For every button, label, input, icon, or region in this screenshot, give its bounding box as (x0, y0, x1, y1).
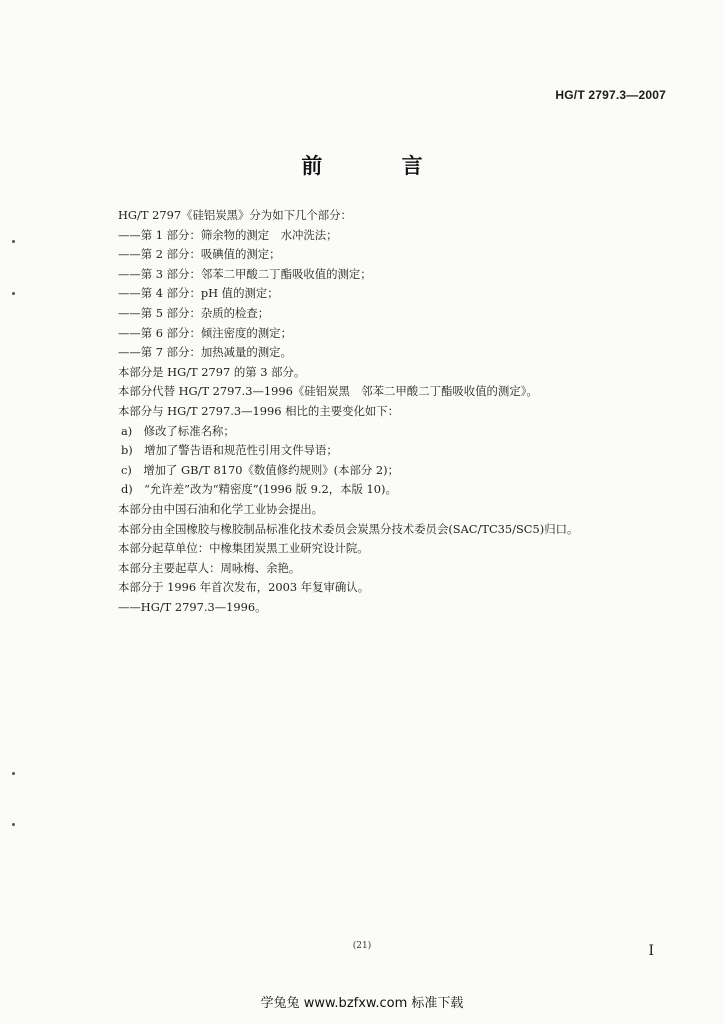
body-line: 本部分是 HG/T 2797 的第 3 部分。 (118, 364, 306, 379)
scan-speck (12, 292, 15, 295)
body-line: ——第 1 部分：筛余物的测定 水冲洗法； (118, 227, 338, 242)
body-line: a) 修改了标准名称； (121, 423, 235, 438)
preface-body (118, 206, 678, 617)
body-line: ——第 7 部分：加热减量的测定。 (118, 345, 292, 360)
body-line: d) “允许差”改为“精密度”(1996 版 9.2，本版 10)。 (121, 482, 397, 497)
body-line: 本部分起草单位：中橡集团炭黑工业研究设计院。 (118, 541, 369, 556)
standard-code: HG/T 2797.3—2007 (555, 88, 666, 102)
body-line: 本部分代替 HG/T 2797.3—1996《硅铝炭黑 邻苯二甲酸二丁酯吸收值的测定》。 (118, 384, 538, 399)
scan-speck (12, 772, 15, 775)
body-line: ——第 4 部分：pH 值的测定； (118, 286, 279, 301)
body-line: 本部分由全国橡胶与橡胶制品标准化技术委员会炭黑分技术委员会(SAC/TC35/SC5)归口。 (118, 521, 579, 536)
scan-speck (12, 823, 15, 826)
body-line: c) 增加了 GB/T 8170《数值修约规则》(本部分 2)； (121, 462, 399, 477)
body-line: 本部分与 HG/T 2797.3—1996 相比的主要变化如下： (118, 403, 400, 418)
body-line: b) 增加了警告语和规范性引用文件导语； (121, 443, 338, 458)
scan-speck (12, 240, 15, 243)
body-line: 本部分于 1996 年首次发布，2003 年复审确认。 (118, 580, 370, 595)
body-line: 本部分由中国石油和化学工业协会提出。 (118, 501, 324, 516)
body-line: HG/T 2797《硅铝炭黑》分为如下几个部分： (118, 208, 352, 222)
body-line: ——HG/T 2797.3—1996。 (118, 599, 267, 614)
body-line: ——第 5 部分：杂质的检查； (118, 305, 270, 320)
body-line: ——第 3 部分：邻苯二甲酸二丁酯吸收值的测定； (118, 266, 372, 281)
body-line: ——第 6 部分：倾注密度的测定； (118, 325, 292, 340)
body-line: ——第 2 部分：吸碘值的测定； (118, 247, 281, 262)
page-number-marker: (21) (352, 941, 372, 951)
page-title: 前 言 (301, 154, 459, 178)
body-line: 本部分主要起草人：周咏梅、余艳。 (118, 560, 301, 575)
roman-page-number: I (648, 943, 654, 959)
site-watermark-text: 学兔兔 www.bzfxw.com 标准下载 (260, 996, 464, 1011)
